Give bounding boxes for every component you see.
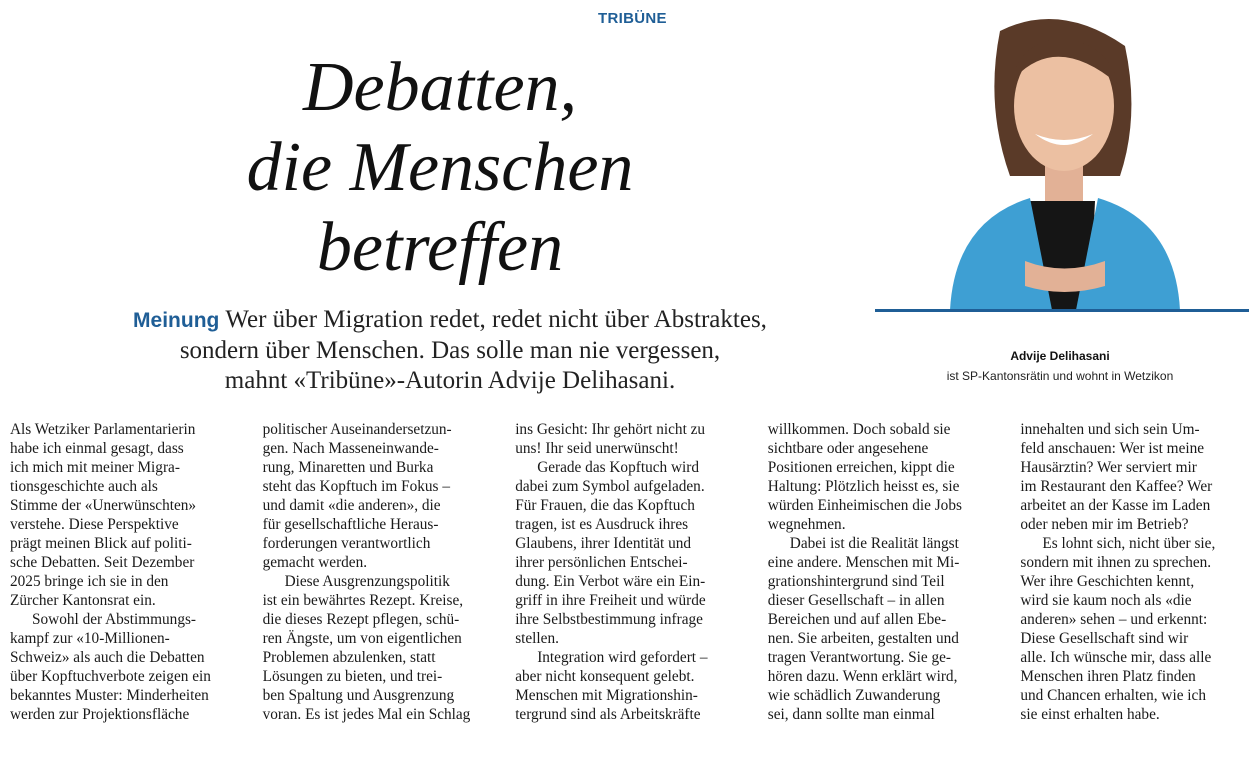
body-line: werden zur Projektionsfläche <box>10 706 190 723</box>
body-line: ihrer persönlichen Entschei- <box>515 554 688 571</box>
body-line: Problemen abzulenken, statt <box>262 649 436 666</box>
body-line: sche Debatten. Seit Dezember <box>10 554 195 571</box>
author-photo <box>940 6 1190 310</box>
body-line: sichtbare oder angesehene <box>767 440 929 457</box>
body-line: eine andere. Menschen mit Mi- <box>767 554 960 571</box>
body-line: rung, Minaretten und Burka <box>262 459 434 476</box>
body-line: würden Einheimischen die Jobs <box>767 497 962 514</box>
text-column <box>515 420 745 740</box>
body-line: forderungen verantwortlich <box>262 535 431 552</box>
body-line: aber nicht konsequent gelebt. <box>515 668 695 685</box>
body-line: Bereichen und auf allen Ebe- <box>767 611 947 628</box>
body-line: Positionen erreichen, kippt die <box>767 459 955 476</box>
body-line: und damit «die anderen», die <box>262 497 441 514</box>
body-line: Menschen ihren Platz finden <box>1020 668 1196 685</box>
body-line: Für Frauen, die das Kopftuch <box>515 497 695 514</box>
body-line: Schweiz» als auch die Debatten <box>10 649 205 666</box>
body-line: für gesellschaftliche Heraus- <box>262 516 439 533</box>
body-line: tionsgeschichte auch als <box>10 478 158 495</box>
body-line: und Chancen erhalten, wie ich <box>1020 687 1206 704</box>
body-line: tergrund sind als Arbeitskräfte <box>515 706 701 723</box>
body-line: innehalten und sich sein Um- <box>1020 421 1200 438</box>
caption-rule <box>875 309 1249 312</box>
body-line: ben Spaltung und Ausgrenzung <box>262 687 455 704</box>
body-line: über Kopftuchverbote zeigen ein <box>10 668 211 685</box>
body-line: anderen» sehen – und erkennt: <box>1020 611 1208 628</box>
body-line: stellen. <box>515 630 559 647</box>
body-line: ins Gesicht: Ihr gehört nicht zu <box>515 421 706 438</box>
body-line: sei, dann sollte man einmal <box>767 706 935 723</box>
body-line: Stimme der «Unerwünschten» <box>10 497 197 514</box>
body-line: politischer Auseinandersetzun- <box>262 421 452 438</box>
body-line: wegnehmen. <box>767 516 846 533</box>
body-line: verstehe. Diese Perspektive <box>10 516 179 533</box>
caption-description: ist SP-Kantonsrätin und wohnt in Wetzikon <box>946 369 1174 383</box>
body-line: Als Wetziker Parlamentarierin <box>10 421 196 438</box>
deck-line: Wer über Migration redet, redet nicht über Abstraktes, <box>225 306 767 333</box>
body-line: nen. Sie arbeiten, gestalten und <box>767 630 959 647</box>
headline-line: die Menschen <box>246 129 634 206</box>
text-column <box>10 420 240 740</box>
body-line: uns! Ihr seid unerwünscht! <box>515 440 679 457</box>
body-line: dabei zum Symbol aufgeladen. <box>515 478 705 495</box>
author-portrait-illustration <box>940 6 1190 310</box>
body-line: Gerade das Kopftuch wird <box>537 459 700 476</box>
body-line: willkommen. Doch sobald sie <box>767 421 951 438</box>
body-line: kampf zur «10-Millionen- <box>10 630 170 647</box>
body-line: wie schädlich Zuwanderung <box>767 687 941 704</box>
body-line: Glaubens, ihrer Identität und <box>515 535 692 552</box>
body-line: wird sie kaum noch als «die <box>1020 592 1192 609</box>
body-line: arbeitet an der Kasse im Laden <box>1020 497 1211 514</box>
deck-line: sondern über Menschen. Das solle man nie vergessen, <box>179 337 721 364</box>
text-column <box>1020 420 1250 740</box>
body-line: prägt meinen Blick auf politi- <box>10 535 192 552</box>
body-line: sie einst erhalten habe. <box>1020 706 1160 723</box>
body-line: ich mich mit meiner Migra- <box>10 459 180 476</box>
body-line: Zürcher Kantonsrat ein. <box>10 592 156 609</box>
body-line: Sowohl der Abstimmungs- <box>32 611 197 628</box>
body-line: im Restaurant den Kaffee? Wer <box>1020 478 1213 495</box>
body-line: Menschen mit Migrationshin- <box>515 687 698 704</box>
body-line: sondern mit ihnen zu sprechen. <box>1020 554 1212 571</box>
text-column <box>263 420 493 740</box>
body-line: hören dazu. Wenn erklärt wird, <box>767 668 958 685</box>
body-line: Diese Ausgrenzungspolitik <box>284 573 450 590</box>
body-line: tragen Verantwortung. Sie ge- <box>767 649 952 666</box>
body-line: grationshintergrund sind Teil <box>767 573 945 590</box>
body-line: dung. Ein Verbot wäre ein Ein- <box>515 573 706 590</box>
deck-label: Meinung <box>133 309 220 332</box>
body-line: griff in ihre Freiheit und würde <box>515 592 706 609</box>
headline <box>130 48 750 288</box>
article-body <box>10 420 1250 740</box>
body-line: Es lohnt sich, nicht über sie, <box>1042 535 1216 552</box>
headline-line: betreffen <box>316 209 564 286</box>
body-line: voran. Es ist jedes Mal ein Schlag <box>262 706 471 723</box>
caption-author-name: Advije Delihasani <box>1010 349 1110 363</box>
body-line: steht das Kopftuch im Fokus – <box>262 478 450 495</box>
body-line: gen. Nach Masseneinwande- <box>262 440 439 457</box>
deck-line: mahnt «Tribüne»-Autorin Advije Delihasani. <box>224 367 676 394</box>
text-column <box>768 420 998 740</box>
body-line: feld anschauen: Wer ist meine <box>1020 440 1205 457</box>
body-line: dieser Gesellschaft – in allen <box>767 592 945 609</box>
body-line: 2025 bringe ich sie in den <box>10 573 169 590</box>
body-line: ihre Selbstbestimmung infrage <box>515 611 703 628</box>
body-line: Hausärztin? Wer serviert mir <box>1020 459 1197 476</box>
body-line: Diese Gesellschaft sind wir <box>1020 630 1189 647</box>
body-line: bekanntes Muster: Minderheiten <box>10 687 209 704</box>
body-line: Haltung: Plötzlich heisst es, sie <box>767 478 960 495</box>
body-line: tragen, ist es Ausdruck ihres <box>515 516 689 533</box>
body-line: oder neben mir im Betrieb? <box>1020 516 1189 533</box>
body-line: gemacht werden. <box>262 554 368 571</box>
body-line: Lösungen zu bieten, und trei- <box>262 668 443 685</box>
body-line: habe ich einmal gesagt, dass <box>10 440 184 457</box>
body-line: ren Ängste, um von eigentlichen <box>262 630 462 647</box>
headline-line: Debatten, <box>302 49 578 126</box>
body-line: Dabei ist die Realität längst <box>789 535 959 552</box>
body-line: ist ein bewährtes Rezept. Kreise, <box>262 592 464 609</box>
body-line: Wer ihre Geschichten kennt, <box>1020 573 1195 590</box>
section-kicker: TRIBÜNE <box>598 10 667 27</box>
body-line: die dieses Rezept pflegen, schü- <box>262 611 460 628</box>
body-line: Integration wird gefordert – <box>537 649 708 666</box>
body-line: alle. Ich wünsche mir, dass alle <box>1020 649 1212 666</box>
deck <box>110 305 790 396</box>
